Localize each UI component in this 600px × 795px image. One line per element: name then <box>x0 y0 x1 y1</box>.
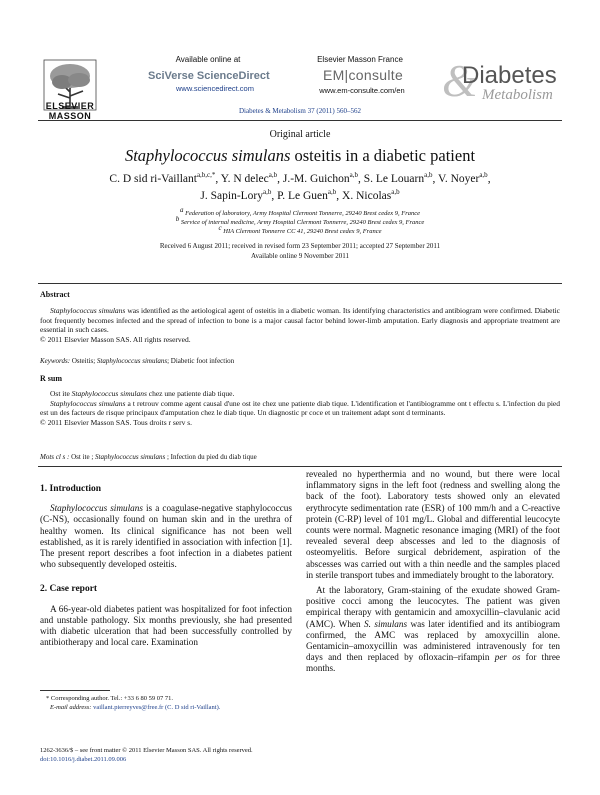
publisher-wordmark: ELSEVIER MASSON <box>45 101 95 121</box>
em-consulte-title: Elsevier Masson France <box>317 55 403 64</box>
author: X. Nicolas$^{a,b}$ <box>342 188 400 202</box>
case-paragraph-2: revealed no hyperthermia and no wound, but there were local inflammatory signs in the left foot (redness and swelling along the back of the foot). Laboratory tests showed only an elevated erythrocyte sedimentation rate (ESR) of 100 mm/h and a C-reactive protein (C-RP) level of 101 mg/L. Global and differential leucocyte counts were normal. Magnetic resonance imaging (MRI) of the foot revealed several deep abscesses and led to the diagnosis of osteomyelitis. Before surgical debridement, aspiration of the abscesses was carried out with a thin needle and the samples placed in sterile transport tubes and immediately brought to the laboratory. <box>306 469 560 580</box>
mots-cles: Mots cl s : Ost ite ; Staphylococcus simulans ; Infection du pied du diab tique <box>40 453 257 461</box>
journal-logo-ampersand: & <box>442 55 478 106</box>
em-consulte-link[interactable]: www.em-consulte.com/en <box>319 86 405 95</box>
journal-reference: Diabetes & Metabolism 37 (2011) 560–562 <box>238 107 362 115</box>
right-column <box>306 469 560 675</box>
section-heading-introduction: 1. Introduction <box>40 484 102 494</box>
email-footnote: E-mail address: vaillant.pierreyves@free.fr (C. D sid ri-Vaillant). <box>50 704 221 711</box>
article-dates <box>60 241 540 261</box>
author-list <box>60 171 540 205</box>
affiliation: a Federation of laboratory, Army Hospital Clermont Tonnerre, 29240 Brest cedex 9, France <box>179 205 421 217</box>
received-dates: Received 6 August 2011; received in revised form 23 September 2011; accepted 27 September 2011 <box>159 242 441 250</box>
affiliations <box>60 205 540 236</box>
header-divider <box>38 120 562 121</box>
available-date: Available online 9 November 2011 <box>251 252 349 260</box>
author: J.-M. Guichon$^{a,b}$, <box>282 171 364 185</box>
abstract-copyright: © 2011 Elsevier Masson SAS. All rights reserved. <box>40 334 191 344</box>
case-paragraph-1: A 66-year-old diabetes patient was hospitalized for foot infection and unstable pathology. Six months previously, she had presented with diabetic ulceration that had been successfully controlled by antibiotherapy and local care. Examination <box>40 603 292 648</box>
em-consulte-logo: EM|consulte <box>322 67 404 83</box>
title-rest: osteitis in a diabetic patient <box>290 146 476 165</box>
available-online-label: Available online at <box>175 55 241 64</box>
intro-paragraph: Staphylococcus simulans is a coagulase-negative staphylococcus (C-NS), occasionally found on human skin and in the urethra of healthy women. Its clinical significance has not been well established, as it is rarely identified in association with infection [1]. The present report describes a foot infection in a diabetes patient who subsequently developed osteitis. <box>40 503 292 570</box>
author: Y. N delec$^{a,b}$, <box>220 171 283 185</box>
author: P. Le Guen$^{a,b}$, <box>277 188 343 202</box>
author: S. Le Louarn$^{a,b}$, <box>363 171 439 185</box>
resume-copyright: © 2011 Elsevier Masson SAS. Tous droits r serv s. <box>40 417 193 427</box>
author: J. Sapin-Lory$^{a,b}$, <box>200 188 278 202</box>
abstract-top-rule <box>38 283 562 284</box>
doi-link[interactable]: doi:10.1016/j.diabet.2011.09.006 <box>40 756 127 763</box>
issn-copyright <box>40 746 340 764</box>
email-link[interactable]: vaillant.pierreyves@free.fr (C. D sid ri-Vaillant). <box>91 704 221 711</box>
affiliation: c HIA Clermont Tonnerre CC 41, 29240 Brest cedex 9, France <box>218 223 382 235</box>
title-organism: Staphylococcus simulans <box>124 146 291 165</box>
section-heading-case-report: 2. Case report <box>40 584 98 595</box>
issn-line: 1262-3636/$ – see front matter © 2011 Elsevier Masson SAS. All rights reserved. <box>40 747 253 754</box>
footnotes <box>40 694 300 712</box>
article-title <box>0 146 600 166</box>
corresponding-author: * Corresponding author. Tel.: +33 6 80 59 07 71. <box>46 695 173 702</box>
resume <box>40 374 560 427</box>
journal-logo-sub: Metabolism <box>482 87 553 103</box>
sciencedirect-link[interactable]: www.sciencedirect.com <box>176 84 254 93</box>
footnote-rule <box>40 690 110 691</box>
resume-text: Staphylococcus simulans a t retrouv comme agent causal d'une ost ite chez une patiente diab tique. L'identification et l'antibiogramme ont t effectu s. L'infection du pied est un des facteurs de risque principaux d'amputation chez le diab tique. Un diagnostic pr coce et un traitement adapt sont d terminants. <box>40 398 560 418</box>
journal-logo <box>442 55 572 112</box>
sciverse-logo: SciVerse ScienceDirect <box>148 70 270 82</box>
affiliation: b Service of internal medicine, Army Hospital Clermont Tonnerre, 29240 Brest cedex 9, France <box>175 214 425 226</box>
abstract-text: Staphylococcus simulans was identified as the aetiological agent of osteitis in a diabetic woman. Its identifying characteristics and antibiogram were confirmed. Diabetic foot frequently becomes infected and the spread of infection to bone is a major causal factor behind lower-limb amputation. Early diagnosis and appropriate treatment are essential in such cases. <box>40 306 561 335</box>
article-type: Original article <box>269 129 331 140</box>
abstract-heading: Abstract <box>40 290 70 299</box>
resume-title-line: Ost ite Staphylococcus simulans chez une patiente diab tique. <box>50 389 235 398</box>
case-paragraph-3: At the laboratory, Gram-staining of the exudate showed Gram-positive cocci among the leucocytes. The patient was given empirical therapy with gentamicin and amoxycillin–clavulanic acid (AMC). When S. simulans was later identified and its antibiogram confirmed, the AMC was replaced by amoxycillin alone. Gentamicin–amoxycillin was administered intravenously for ten days and then replaced by ofloxacin–rifampin per os for three months. <box>306 585 561 674</box>
resume-heading: R sum <box>40 374 63 383</box>
left-column <box>40 484 292 648</box>
author: C. D sid ri-Vaillant$^{a,b,c,*}$, <box>109 171 221 185</box>
journal-logo-main: Diabetes <box>462 62 557 89</box>
body-top-rule <box>38 466 562 467</box>
abstract <box>40 290 560 344</box>
keywords: Keywords: Osteitis; Staphylococcus simulans; Diabetic foot infection <box>40 357 235 365</box>
author: V. Noyer$^{a,b}$, <box>438 171 491 185</box>
